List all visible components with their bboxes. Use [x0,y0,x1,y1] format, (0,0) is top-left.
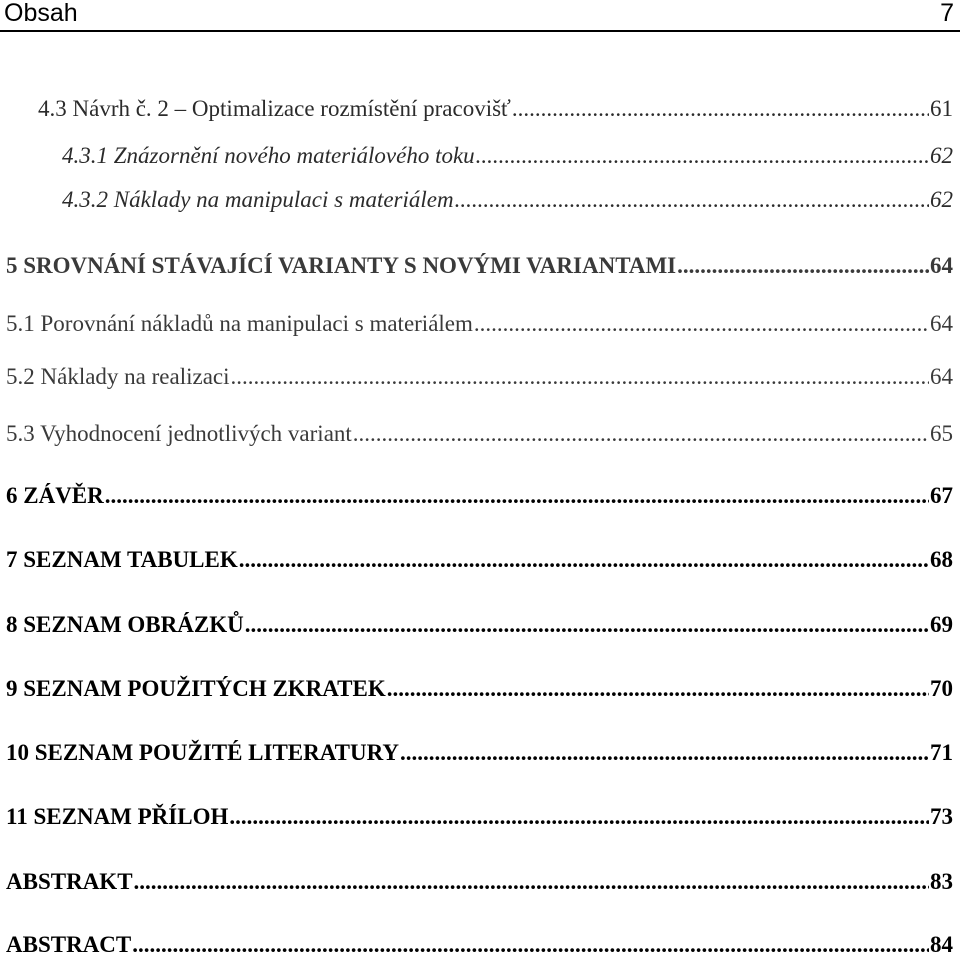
toc-entry-11[interactable] [6,804,953,830]
toc-leader-dots [400,740,929,766]
toc-entry-page: 65 [930,421,953,446]
toc-entry-page: 69 [930,612,953,637]
toc-entry-5-3[interactable] [6,421,953,447]
toc-entry-7[interactable] [6,547,953,573]
header-page-number: 7 [940,0,954,27]
toc-entry-label: 8 SEZNAM OBRÁZKŮ [6,612,244,637]
toc-entry-5-2[interactable] [6,364,953,390]
toc-entry-page: 62 [930,187,953,212]
toc-leader-dots [353,421,929,447]
toc-entry-label: 5.3 Vyhodnocení jednotlivých variant [6,421,352,446]
toc-entry-label: 4.3.2 Náklady na manipulaci s materiálem [62,187,454,212]
toc-entry-4-3-2[interactable] [62,187,953,213]
toc-entry-page: 73 [930,804,953,829]
toc-entry-10[interactable] [6,740,953,766]
toc-entry-label: 5.1 Porovnání nákladů na manipulaci s materiálem [6,311,473,336]
toc-entry-page: 68 [930,547,953,572]
toc-entry-abstrakt[interactable] [6,869,953,895]
toc-leader-dots [455,187,929,213]
toc-entry-4-3-1[interactable] [62,143,953,169]
toc-entry-4-3[interactable] [38,96,953,122]
toc-leader-dots [387,676,929,702]
toc-entry-5[interactable] [6,253,953,279]
toc-entry-page: 70 [930,676,953,701]
toc-entry-page: 67 [930,483,953,508]
toc-leader-dots [239,547,929,573]
header-title: Obsah [4,0,78,27]
toc-entry-label: 6 ZÁVĚR [6,483,104,508]
toc-entry-page: 62 [930,143,953,168]
toc-entry-page: 61 [930,96,953,121]
toc-leader-dots [512,96,929,122]
toc-entry-abstract[interactable] [6,932,953,958]
toc-entry-label: ABSTRACT [6,932,132,957]
toc-leader-dots [245,612,929,638]
toc-entry-label: 5 SROVNÁNÍ STÁVAJÍCÍ VARIANTY S NOVÝMI VARIANTAMI [6,253,677,278]
toc-entry-page: 64 [930,253,953,278]
toc-leader-dots [677,253,929,279]
toc-entry-5-1[interactable] [6,311,953,337]
toc-leader-dots [105,483,929,509]
toc-entry-page: 64 [930,311,953,336]
toc-entry-label: 5.2 Náklady na realizaci [6,364,230,389]
toc-entry-label: ABSTRAKT [6,869,133,894]
toc-leader-dots [132,932,929,958]
toc-leader-dots [231,364,930,390]
toc-leader-dots [134,869,929,895]
toc-entry-label: 4.3.1 Znázornění nového materiálového toku [62,143,475,168]
toc-entry-label: 7 SEZNAM TABULEK [6,547,238,572]
toc-entry-label: 11 SEZNAM PŘÍLOH [6,804,229,829]
toc-entry-label: 4.3 Návrh č. 2 – Optimalizace rozmístění pracovišť [38,96,511,121]
toc-entry-6[interactable] [6,483,953,509]
toc-leader-dots [474,311,929,337]
page-header [0,0,960,32]
toc-entry-8[interactable] [6,612,953,638]
toc-leader-dots [476,143,929,169]
toc-leader-dots [229,804,929,830]
toc-entry-label: 10 SEZNAM POUŽITÉ LITERATURY [6,740,400,765]
toc-entry-page: 64 [930,364,953,389]
toc-entry-9[interactable] [6,676,953,702]
toc-entry-label: 9 SEZNAM POUŽITÝCH ZKRATEK [6,676,386,701]
toc-entry-page: 71 [930,740,953,765]
toc-entry-page: 84 [930,932,953,957]
toc-entry-page: 83 [930,869,953,894]
